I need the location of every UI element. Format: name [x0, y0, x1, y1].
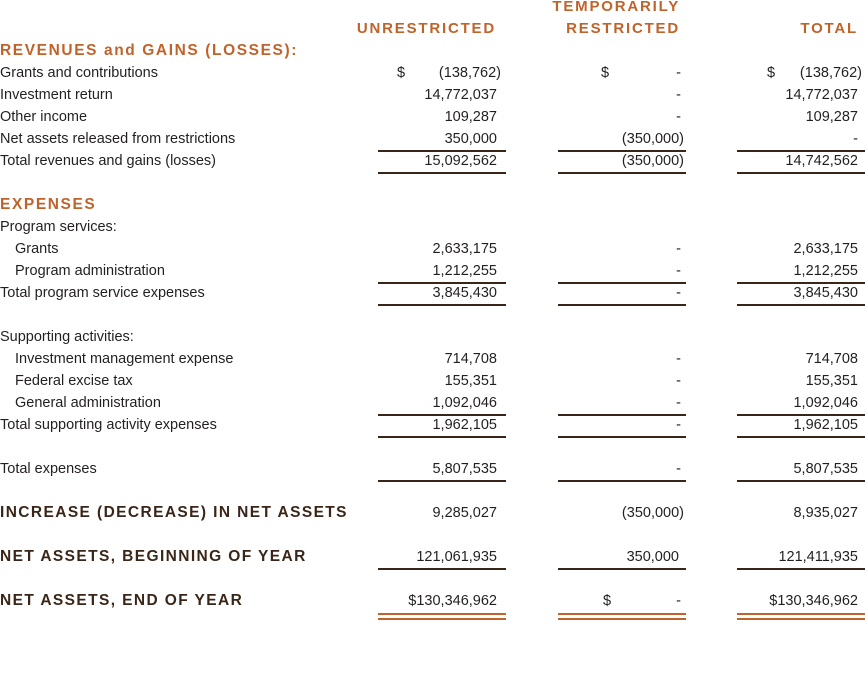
- total-rule: [558, 568, 686, 570]
- total-rule: [378, 568, 506, 570]
- value-temporarily-restricted: -: [676, 87, 681, 103]
- value-temporarily-restricted: -: [676, 263, 681, 279]
- total-rule: [378, 304, 506, 306]
- subtotal-rule: [737, 282, 865, 284]
- grand-total-rule: [737, 613, 865, 615]
- subtotal-rule: [737, 414, 865, 416]
- subtotal-rule: [558, 414, 686, 416]
- value-total: 155,351: [805, 373, 858, 389]
- subtotal-rule: [378, 282, 506, 284]
- total-rule: [737, 480, 865, 482]
- row-label: Total expenses: [0, 461, 97, 477]
- value-total: 109,287: [805, 109, 858, 125]
- value-total: 1,962,105: [793, 417, 858, 433]
- value-temporarily-restricted: -: [676, 373, 681, 389]
- row-label: NET ASSETS, BEGINNING OF YEAR: [0, 548, 307, 565]
- value-temporarily-restricted: -: [676, 461, 681, 477]
- column-header-unrestricted: UNRESTRICTED: [356, 20, 496, 37]
- row-label: Federal excise tax: [15, 373, 133, 389]
- value-total: (138,762): [799, 65, 862, 81]
- row-label: Grants and contributions: [0, 65, 158, 81]
- value-temporarily-restricted: 350,000: [626, 549, 679, 565]
- total-rule: [558, 304, 686, 306]
- grand-total-rule: [558, 613, 686, 615]
- total-rule: [378, 480, 506, 482]
- grand-total-rule: [558, 618, 686, 620]
- row-label: Grants: [15, 241, 59, 257]
- subtotal-rule: [378, 414, 506, 416]
- total-rule: [558, 480, 686, 482]
- column-header-temporarily: TEMPORARILY: [552, 0, 680, 15]
- row-label: Total program service expenses: [0, 285, 205, 301]
- value-unrestricted: 15,092,562: [424, 153, 497, 169]
- value-unrestricted: 5,807,535: [432, 461, 497, 477]
- value-total: 3,845,430: [793, 285, 858, 301]
- value-unrestricted: 2,633,175: [432, 241, 497, 257]
- row-label: Net assets released from restrictions: [0, 131, 236, 147]
- value-unrestricted: 155,351: [444, 373, 497, 389]
- total-rule: [378, 436, 506, 438]
- value-total: -: [853, 131, 858, 147]
- row-label: Other income: [0, 109, 88, 125]
- value-total: 121,411,935: [778, 549, 858, 565]
- row-label: General administration: [15, 395, 161, 411]
- row-label: Investment management expense: [15, 351, 234, 367]
- dollar-sign: $: [397, 65, 406, 81]
- expenses-heading: EXPENSES: [0, 196, 97, 213]
- value-temporarily-restricted: (350,000): [621, 131, 684, 147]
- total-rule: [737, 304, 865, 306]
- value-unrestricted: 121,061,935: [416, 549, 497, 565]
- value-unrestricted: 1,212,255: [432, 263, 497, 279]
- value-unrestricted: 3,845,430: [432, 285, 497, 301]
- value-total: 5,807,535: [793, 461, 858, 477]
- subtotal-rule: [558, 282, 686, 284]
- total-rule: [378, 172, 506, 174]
- value-unrestricted: 9,285,027: [432, 505, 497, 521]
- supporting-activities-label: Supporting activities:: [0, 329, 134, 345]
- value-total: 14,772,037: [785, 87, 858, 103]
- value-temporarily-restricted: -: [676, 65, 681, 81]
- value-unrestricted: 14,772,037: [424, 87, 497, 103]
- total-rule: [737, 172, 865, 174]
- total-rule: [558, 436, 686, 438]
- dollar-sign: $: [603, 593, 612, 609]
- value-total: 1,212,255: [793, 263, 858, 279]
- value-unrestricted: 109,287: [444, 109, 497, 125]
- total-rule: [737, 436, 865, 438]
- value-total: 714,708: [805, 351, 858, 367]
- dollar-sign: $: [767, 65, 776, 81]
- subtotal-rule: [558, 150, 686, 152]
- grand-total-rule: [378, 613, 506, 615]
- value-unrestricted: 1,962,105: [432, 417, 497, 433]
- subtotal-rule: [737, 150, 865, 152]
- subtotal-rule: [378, 150, 506, 152]
- value-temporarily-restricted: -: [676, 109, 681, 125]
- value-total: 14,742,562: [785, 153, 858, 169]
- row-label: Total supporting activity expenses: [0, 417, 217, 433]
- dollar-sign: $: [601, 65, 610, 81]
- value-temporarily-restricted: -: [676, 395, 681, 411]
- value-temporarily-restricted: -: [676, 417, 681, 433]
- value-temporarily-restricted: (350,000): [621, 153, 684, 169]
- value-temporarily-restricted: (350,000): [621, 505, 684, 521]
- total-rule: [737, 568, 865, 570]
- total-rule: [558, 172, 686, 174]
- row-label: Program administration: [15, 263, 165, 279]
- column-header-total: TOTAL: [800, 20, 858, 37]
- value-unrestricted: 714,708: [444, 351, 497, 367]
- value-total: 8,935,027: [793, 505, 858, 521]
- column-header-restricted: RESTRICTED: [566, 20, 680, 37]
- row-label: Total revenues and gains (losses): [0, 153, 217, 169]
- program-services-label: Program services:: [0, 219, 117, 235]
- value-temporarily-restricted: -: [676, 593, 681, 609]
- grand-total-rule: [378, 618, 506, 620]
- row-label: NET ASSETS, END OF YEAR: [0, 592, 244, 609]
- value-total: $130,346,962: [769, 593, 858, 609]
- value-temporarily-restricted: -: [676, 285, 681, 301]
- row-label: Investment return: [0, 87, 113, 103]
- value-unrestricted: (138,762): [438, 65, 501, 81]
- row-label: INCREASE (DECREASE) IN NET ASSETS: [0, 504, 348, 521]
- value-unrestricted: 350,000: [444, 131, 497, 147]
- grand-total-rule: [737, 618, 865, 620]
- value-total: 1,092,046: [793, 395, 858, 411]
- revenues-heading: REVENUES and GAINS (LOSSES):: [0, 42, 298, 59]
- value-unrestricted: 1,092,046: [432, 395, 497, 411]
- value-unrestricted: $130,346,962: [408, 593, 497, 609]
- value-temporarily-restricted: -: [676, 241, 681, 257]
- value-temporarily-restricted: -: [676, 351, 681, 367]
- value-total: 2,633,175: [793, 241, 858, 257]
